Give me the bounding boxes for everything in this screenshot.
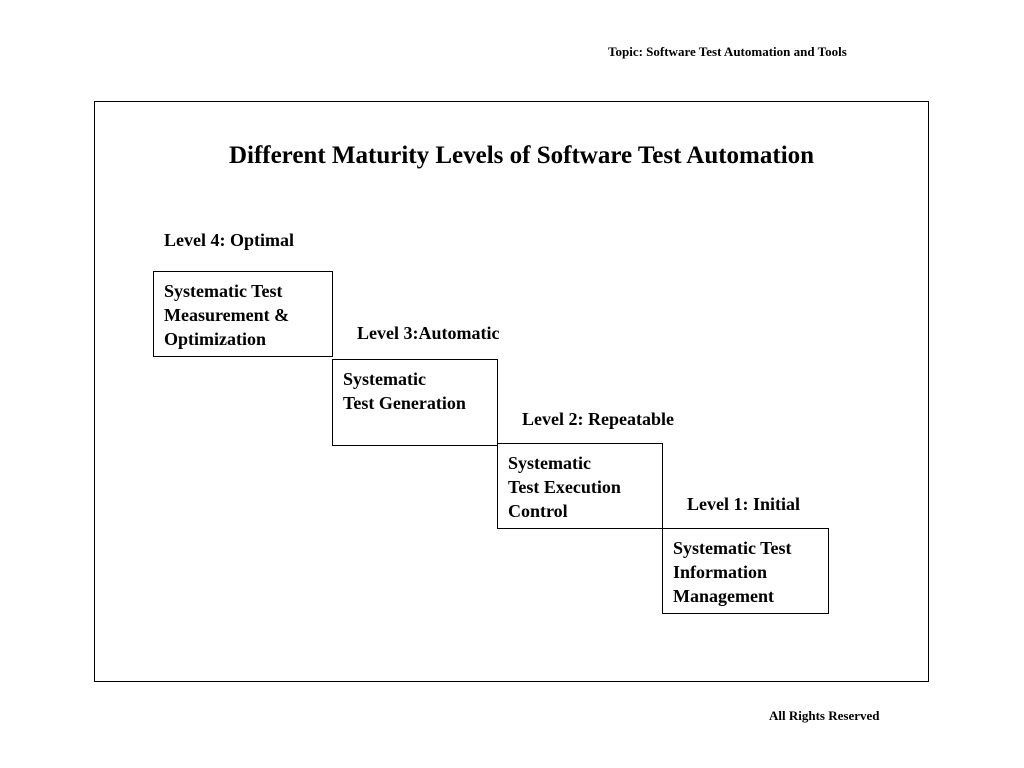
level-2-box-line: Control (508, 501, 568, 521)
level-4-box-line: Systematic Test (164, 281, 283, 301)
level-3-box (332, 359, 498, 446)
level-1-box (662, 528, 829, 614)
level-4-label: Level 4: Optimal (164, 230, 294, 250)
level-1-box-line: Information (673, 562, 767, 582)
level-1-box-line: Management (673, 586, 774, 606)
step-connector (497, 443, 511, 444)
level-2-box-line: Systematic (508, 453, 591, 473)
level-1-label: Level 1: Initial (687, 494, 800, 514)
level-3-box-line: Test Generation (343, 393, 466, 413)
level-2-box-line: Test Execution (508, 477, 621, 497)
step-connector (662, 528, 676, 529)
level-3-box-line: Systematic (343, 369, 426, 389)
topic-header: Topic: Software Test Automation and Tools (608, 44, 847, 59)
level-1-box-line: Systematic Test (673, 538, 792, 558)
level-4-box-line: Measurement & (164, 305, 290, 325)
level-2-box (497, 443, 663, 529)
level-2-label: Level 2: Repeatable (522, 409, 674, 429)
diagram-title: Different Maturity Levels of Software Test Automation (228, 142, 815, 169)
level-4-box-line: Optimization (164, 329, 266, 349)
level-3-label: Level 3:Automatic (357, 323, 500, 343)
footer-rights: All Rights Reserved (769, 708, 880, 723)
level-4-box (153, 271, 333, 357)
